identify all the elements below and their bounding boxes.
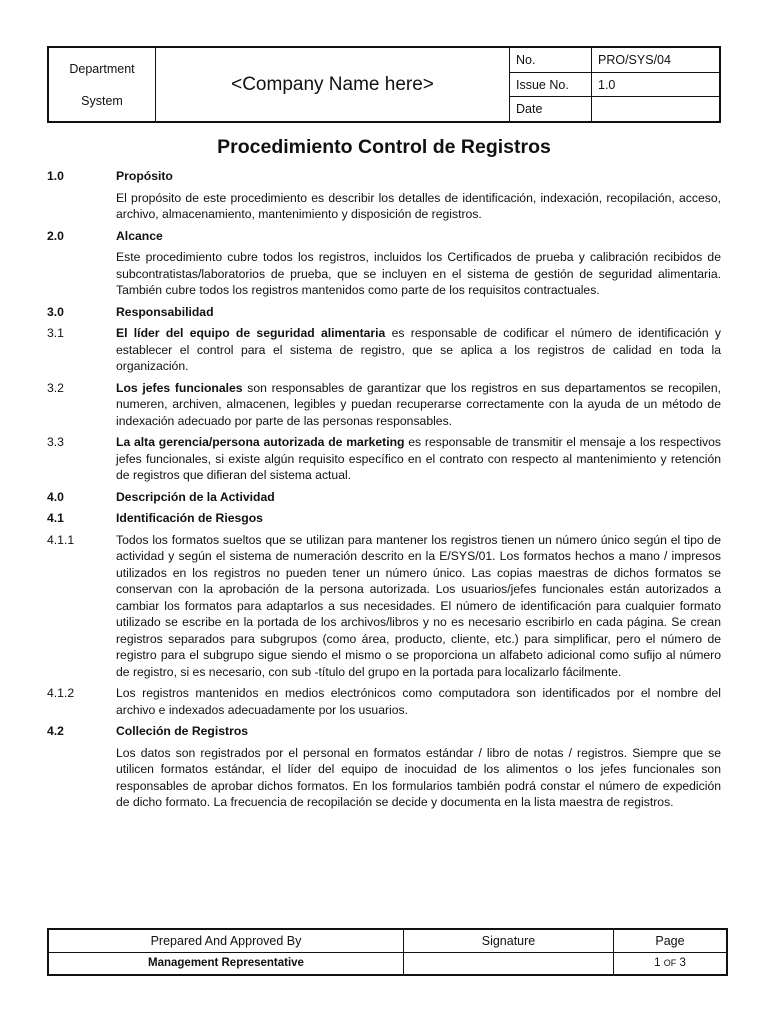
meta-key: No. xyxy=(510,48,592,72)
section-number: 3.2 xyxy=(47,380,64,395)
section-title: Propósito xyxy=(116,169,173,183)
section-4-1-2 xyxy=(47,685,721,718)
department-value: System xyxy=(81,93,123,108)
section-body: es responsable de transmitir el mensaje a los respectivos jefes funcionales, si existe algún requisito específico en el contrato con respecto al mantenimiento y retención de registros que difieran del sistema actual. xyxy=(116,435,721,482)
meta-value xyxy=(592,97,719,121)
bold-lead: La alta gerencia/persona autorizada de marketing xyxy=(116,435,405,449)
signature-value xyxy=(404,953,613,975)
prepared-column xyxy=(49,930,404,974)
section-number: 4.1.1 xyxy=(47,532,75,547)
page-label: Page xyxy=(614,930,726,953)
section-1-text: El propósito de este procedimiento es describir los detalles de identificación, indexación, recopilación, acceso, archivo, almacenamiento, mantenimiento y disposición de registros. xyxy=(116,190,721,221)
meta-row-date xyxy=(510,97,719,121)
section-text xyxy=(116,325,721,375)
section-number: 3.0 xyxy=(47,304,64,319)
section-4-1-1 xyxy=(47,532,721,681)
section-4-heading xyxy=(47,489,721,506)
section-4-2-text: Los datos son registrados por el personal en formatos estándar / libro de notas / registros. Siempre que se utilicen formatos estándar, el líder del equipo de inocuidad de los alimentos o los jefes funcionales son responsables de aprobar dichos formatos. En los formularios también podrá constar el número de expedición de dicho formato. La frecuencia de recopilación se decide y documenta en la lista maestra de registros. xyxy=(116,745,721,809)
section-number: 4.2 xyxy=(47,724,64,738)
bold-lead: El líder del equipo de seguridad alimentaria xyxy=(116,326,386,340)
section-text xyxy=(116,434,721,484)
section-body: son responsables de garantizar que los registros en sus departamentos se recopilen, numeren, archiven, almacenen, legibles y puedan recuperarse correctamente con la ayuda de un método de indexación adecuado por parte de las personas responsables. xyxy=(116,380,721,428)
page-column xyxy=(614,930,726,974)
section-number: 3.3 xyxy=(47,435,64,449)
document-title: Procedimiento Control de Registros xyxy=(217,136,551,158)
bold-lead: Los jefes funcionales xyxy=(116,380,243,395)
section-number: 4.1.2 xyxy=(47,686,75,700)
section-title: Descripción de la Actividad xyxy=(116,489,275,504)
section-text xyxy=(116,380,721,430)
page-number xyxy=(614,953,726,975)
section-2-text: Este procedimiento cubre todos los registros, incluidos los Certificados de prueba y calibración recibidos de subcontratistas/laboratorios de prueba, que se incluyen en el sistema de gestión de seguridad alimentaria. También cubre todos los registros mantenidos como parte de los requisitos contractuales. xyxy=(116,250,721,297)
section-text: Los registros mantenidos en medios electrónicos como computadora son identificados por el nombre del archivo e indexados adecuadamente por los usuarios. xyxy=(116,686,721,717)
signature-column xyxy=(404,930,614,974)
page-current: 1 xyxy=(654,957,661,970)
section-title: Identificación de Riesgos xyxy=(116,511,263,525)
meta-value: 1.0 xyxy=(598,77,616,92)
page-of: OF xyxy=(663,958,677,969)
meta-row-number xyxy=(510,48,719,73)
prepared-label: Prepared And Approved By xyxy=(49,930,403,953)
document-meta xyxy=(510,48,719,121)
document-body xyxy=(47,168,721,816)
meta-key: Date xyxy=(510,97,592,121)
department-label: Department xyxy=(69,61,135,76)
section-body: es responsable de codificar el número de identificación y establecer el control para el sistema de registro, que se aplica a los registros de calidad en toda la organización. xyxy=(116,326,721,373)
section-4-2-heading xyxy=(47,723,721,740)
meta-row-issue xyxy=(510,73,719,98)
meta-key: Issue No. xyxy=(510,73,592,97)
section-title: Colleción de Registros xyxy=(116,724,249,738)
section-1-heading xyxy=(47,168,721,185)
meta-value: PRO/SYS/04 xyxy=(598,52,671,67)
page-total: 3 xyxy=(679,957,686,970)
section-title: Responsabilidad xyxy=(116,304,214,319)
document-header-table xyxy=(47,46,721,123)
signature-label: Signature xyxy=(404,930,613,953)
prepared-value: Management Representative xyxy=(148,957,304,970)
section-number: 4.1 xyxy=(47,511,64,525)
section-number: 1.0 xyxy=(47,169,64,183)
section-number: 4.0 xyxy=(47,489,64,504)
department-cell xyxy=(49,48,156,121)
section-title: Alcance xyxy=(116,228,163,243)
section-3-3 xyxy=(47,434,721,484)
section-3-1 xyxy=(47,325,721,375)
company-name: <Company Name here> xyxy=(156,48,510,121)
section-3-heading xyxy=(47,304,721,321)
document-footer-table xyxy=(47,928,728,976)
section-number: 2.0 xyxy=(47,228,64,243)
section-4-1-heading xyxy=(47,510,721,527)
section-3-2 xyxy=(47,380,721,430)
section-text: Todos los formatos sueltos que se utilizan para mantener los registros tienen un número único según el tipo de actividad y según el sistema de numeración descrito en la E/SYS/01. Los formatos hechos a mano / impresos utilizados en los registros no pueden tener un número único. Las copias maestras de dichos formatos se conservan con la aprobación de la persona autorizada. Los usuarios/jefes funcionales están autorizados a cambiar los formatos para adaptarlos a sus necesidades. El número de identificación para cualquier formato utilizado se escribe en la portada de los archivos/libros y no es necesario escribirlo en cada página. Se crean registros separados para subgrupos (como área, producto, cliente, etc.) para simplificar, pero el número de registro para el subgrupo sigue siendo el mismo o se proporciona un alfabeto adicional como sufijo al número de registro, si es necesario, con sub -título del grupo en la portada para localizarlo fácilmente. xyxy=(116,532,721,679)
section-number: 3.1 xyxy=(47,326,64,340)
section-2-heading xyxy=(47,228,721,245)
